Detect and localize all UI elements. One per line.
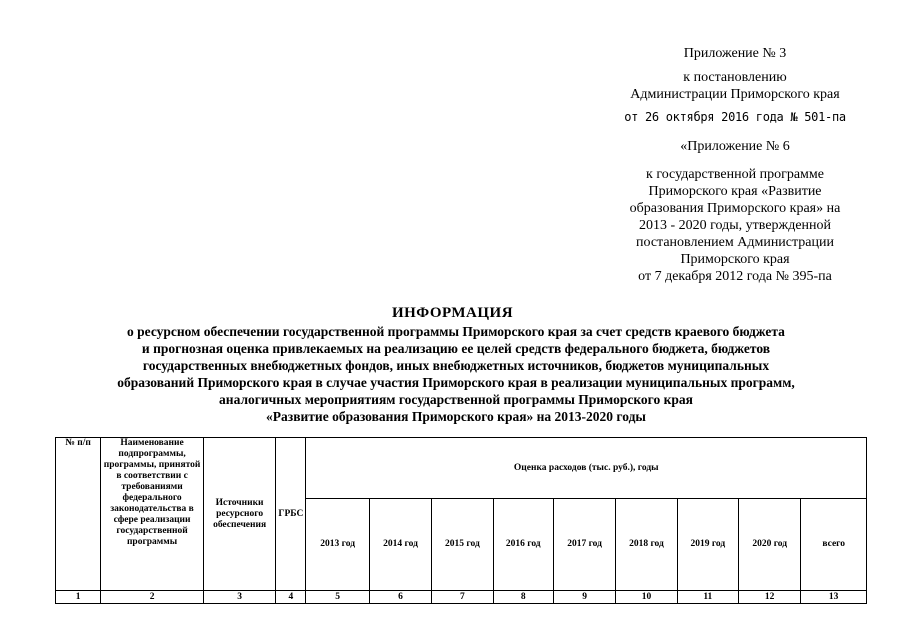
description-line: аналогичных мероприятиям государственной программы Приморского края — [219, 392, 693, 407]
header-name: Наименование подпрограммы, программы, принятой в соответствии с требованиями федерального законодательства в сфере реализации государственной программы — [101, 438, 204, 591]
column-number: 4 — [276, 591, 306, 604]
header-year: 2020 год — [739, 499, 801, 591]
column-number: 10 — [616, 591, 677, 604]
column-number: 12 — [739, 591, 801, 604]
header-year: 2014 год — [369, 499, 431, 591]
annex-line: 2013 - 2020 годы, утвержденной — [638, 218, 832, 233]
column-number: 8 — [493, 591, 553, 604]
column-number: 3 — [203, 591, 275, 604]
description-line: образований Приморского края в случае участия Приморского края в реализации муниципальных программ, — [117, 375, 795, 390]
annex-line: Администрации Приморского края — [630, 87, 840, 102]
header-estimate: Оценка расходов (тыс. руб.), годы — [306, 438, 867, 499]
annex-line: «Приложение № 6 — [680, 139, 790, 154]
annex-line: к постановлению — [683, 70, 787, 85]
header-year: 2018 год — [616, 499, 677, 591]
header-year: 2015 год — [432, 499, 493, 591]
column-number: 6 — [369, 591, 431, 604]
resource-table — [55, 437, 867, 604]
description-line: «Развитие образования Приморского края» на 2013-2020 годы — [266, 409, 646, 424]
header-year: 2019 год — [677, 499, 738, 591]
annex-line: постановлением Администрации — [636, 235, 834, 250]
header-grbs: ГРБС — [276, 438, 306, 591]
description-line: государственных внебюджетных фондов, иных внебюджетных источников, бюджетов муниципальных — [142, 358, 770, 373]
header-year: 2016 год — [493, 499, 553, 591]
header-year: 2013 год — [306, 499, 369, 591]
annex-line: Приложение № 3 — [683, 46, 787, 61]
header-source: Источники ресурсного обеспечения — [203, 438, 275, 591]
annex-block — [600, 45, 870, 285]
header-total: всего — [801, 499, 867, 591]
header-year: 2017 год — [553, 499, 615, 591]
annex-line: образования Приморского края» на — [629, 201, 841, 216]
header-num: № п/п — [56, 438, 101, 591]
column-number: 7 — [432, 591, 493, 604]
description-line: и прогнозная оценка привлекаемых на реализацию ее целей средств федерального бюджета, бюджетов — [141, 341, 771, 356]
annex-line: Приморского края — [680, 252, 790, 267]
annex-line: к государственной программе — [646, 167, 824, 182]
column-number: 13 — [801, 591, 867, 604]
document-title: ИНФОРМАЦИЯ — [391, 305, 514, 321]
annex-line: Приморского края «Развитие — [648, 184, 822, 199]
column-number: 11 — [677, 591, 738, 604]
description-line: о ресурсном обеспечении государственной программы Приморского края за счет средств краевого бюджета — [127, 324, 785, 339]
column-number: 5 — [306, 591, 369, 604]
annex-line: от 7 декабря 2012 года № 395-па — [638, 269, 832, 284]
annex-date-handwritten: от 26 октября 2016 года № 501-па — [624, 110, 846, 124]
document-description — [78, 323, 834, 425]
column-number: 9 — [553, 591, 615, 604]
column-number: 1 — [56, 591, 101, 604]
column-number: 2 — [101, 591, 204, 604]
